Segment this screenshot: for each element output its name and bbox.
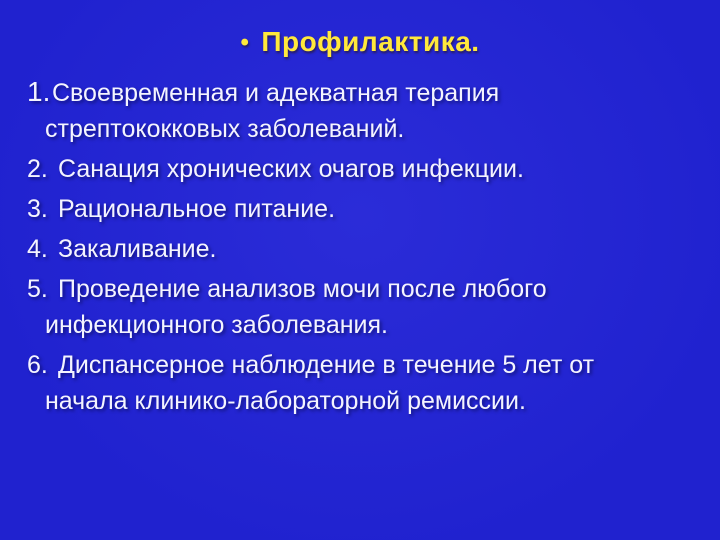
item-line [27, 231, 710, 267]
title-bullet-icon: • [240, 29, 250, 56]
item-line [27, 271, 710, 307]
title-text: Профилактика. [261, 26, 480, 57]
prevention-list [0, 74, 720, 419]
item-line [27, 151, 710, 187]
item-number: 4. [27, 235, 48, 263]
item-text: Своевременная и адекватная терапия [52, 79, 500, 107]
list-item [27, 151, 710, 187]
item-number: 3. [27, 195, 48, 223]
list-item [27, 74, 710, 147]
item-text: Диспансерное наблюдение в течение 5 лет от [58, 351, 595, 379]
item-line [27, 191, 710, 227]
item-number: 2. [27, 155, 48, 183]
item-text: Закаливание. [58, 235, 217, 263]
item-text-wrap: стрептококковых заболеваний. [45, 115, 405, 143]
item-line [27, 347, 710, 383]
list-item [27, 231, 710, 267]
item-number: 1. [27, 76, 51, 107]
list-item [27, 191, 710, 227]
item-text: Санация хронических очагов инфекции. [58, 155, 524, 183]
slide-title [0, 0, 720, 58]
item-number: 6. [27, 351, 48, 379]
item-text-wrap: инфекционного заболевания. [45, 311, 388, 339]
item-text: Проведение анализов мочи после любого [58, 275, 547, 303]
item-line [27, 74, 710, 111]
list-item [27, 271, 710, 343]
item-number: 5. [27, 275, 48, 303]
list-item [27, 347, 710, 419]
item-text-wrap: начала клинико-лабораторной ремиссии. [45, 387, 526, 415]
item-text: Рациональное питание. [58, 195, 336, 223]
